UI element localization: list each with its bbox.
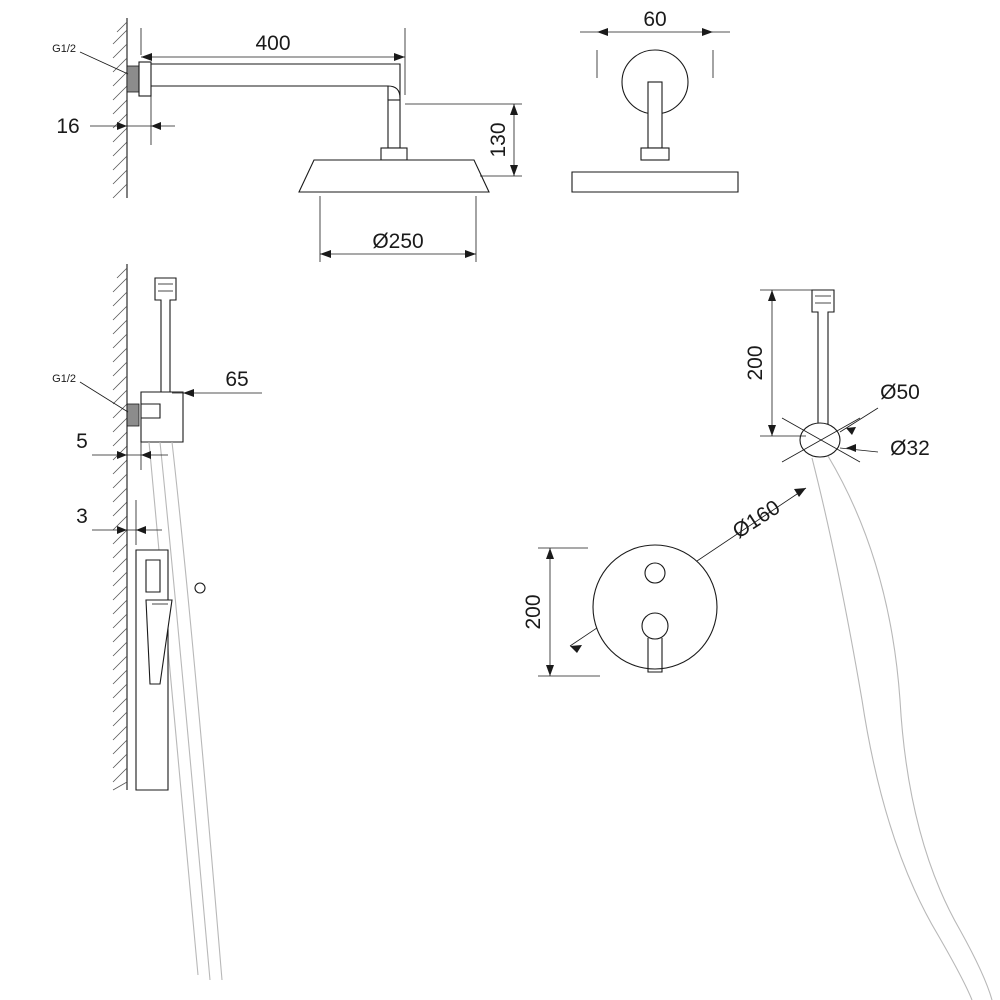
label-g12-mixer: G1/2 [52,373,76,385]
label-g12-top: G1/2 [52,43,76,55]
dim-200-handset: 200 [744,345,767,381]
dim-65: 65 [225,368,249,391]
rain-shower-front-view [572,8,738,192]
mixer-front-view [522,545,717,676]
dim-dia160: Ø160 [728,495,785,544]
dim-200-plate: 200 [522,594,545,630]
mixer-side-view [52,264,262,980]
dim-dia50: Ø50 [880,381,920,404]
dim-5: 5 [76,430,88,453]
dim-dia32: Ø32 [890,437,930,460]
dim-130: 130 [487,122,510,158]
rain-shower-side-view [52,18,522,262]
dim-400: 400 [255,32,291,55]
dim-16: 16 [56,115,80,138]
dim-60: 60 [643,8,667,31]
dim-3: 3 [76,505,88,528]
dim-dia250: Ø250 [372,230,424,253]
